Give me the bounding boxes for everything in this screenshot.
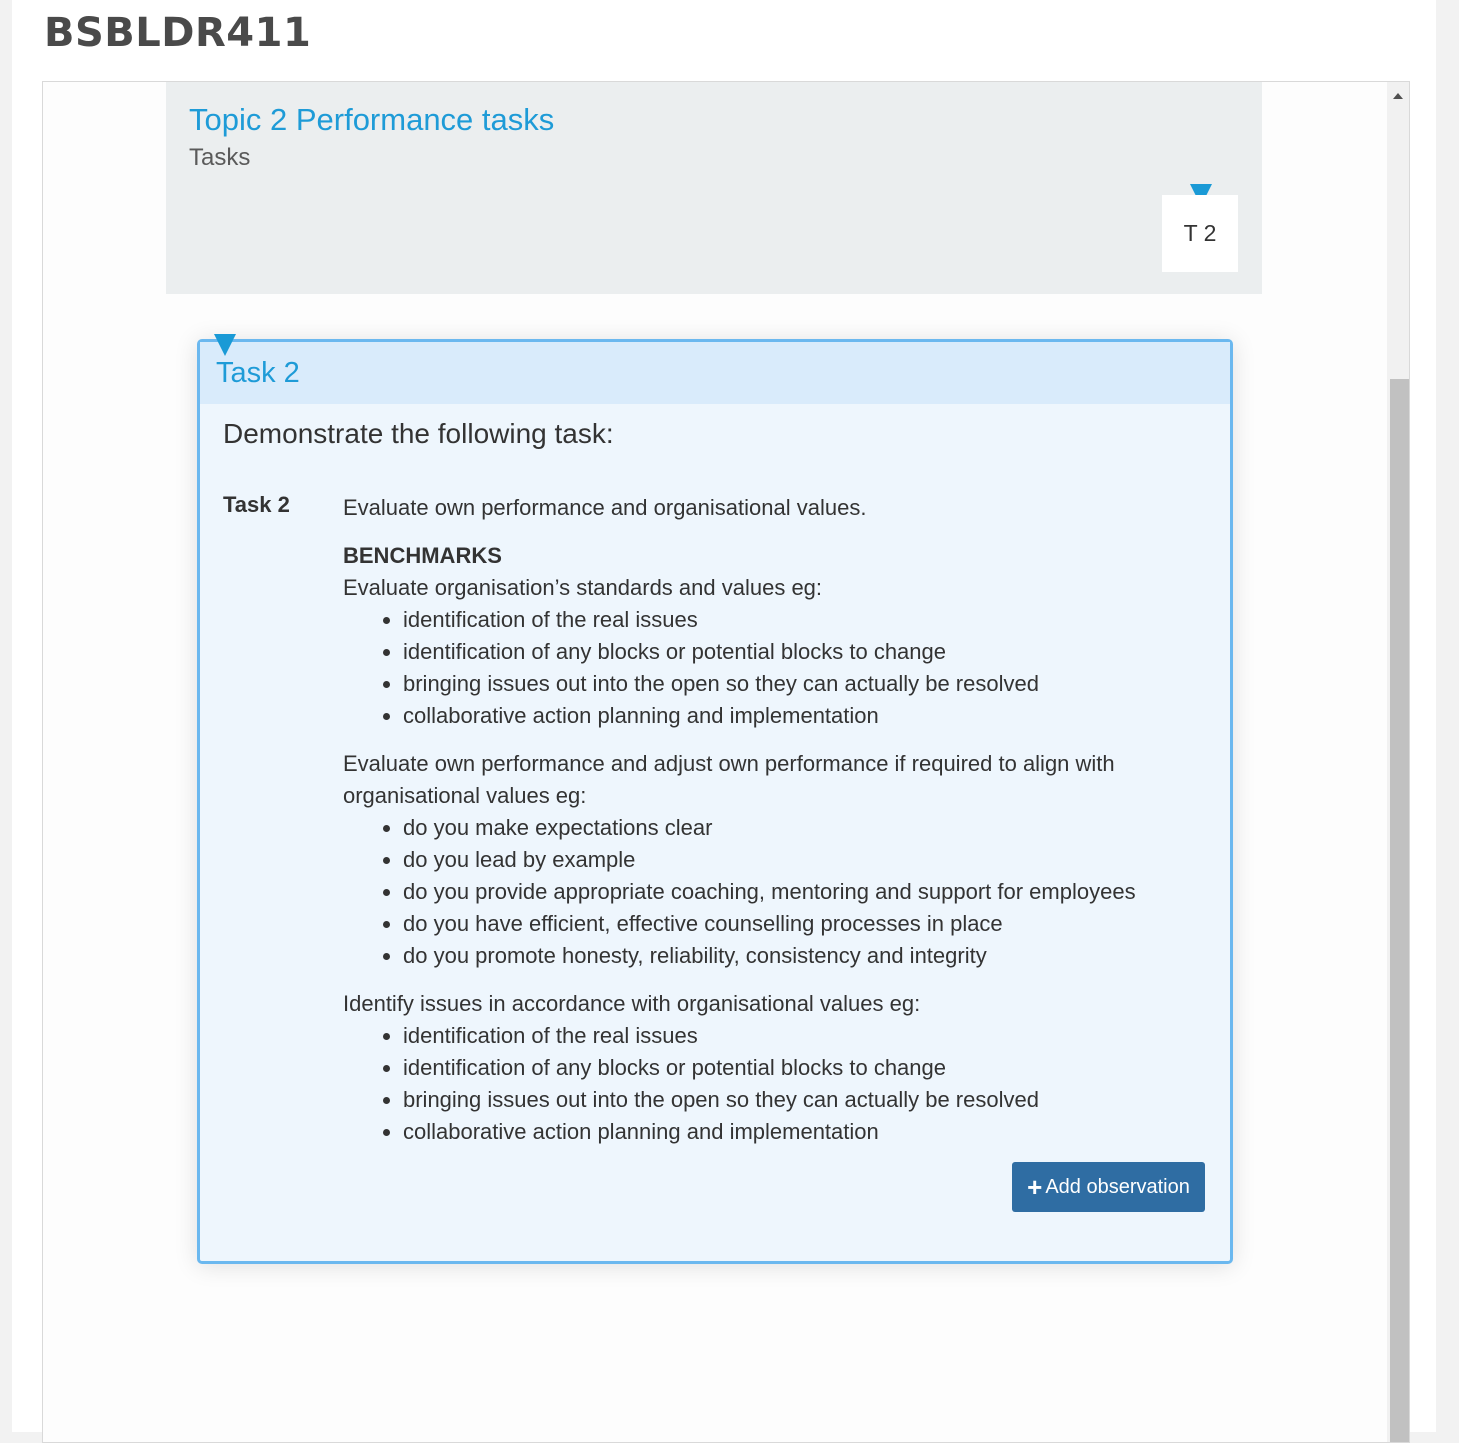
topic-header bbox=[166, 82, 1262, 294]
section-intro: Identify issues in accordance with organisational values eg: bbox=[343, 991, 921, 1016]
benchmark-list bbox=[343, 1020, 1193, 1148]
task-description: Evaluate own performance and organisational values. bbox=[343, 495, 867, 520]
list-item: • do you lead by example bbox=[403, 844, 1193, 876]
scroll-up-arrow-icon[interactable] bbox=[1387, 82, 1409, 110]
plus-icon: + bbox=[1027, 1172, 1043, 1202]
content-viewer bbox=[42, 81, 1410, 1443]
section-intro: Evaluate own performance and adjust own performance if required to align with organisational values eg: bbox=[343, 751, 1115, 808]
unit-code-title: BSBLDR411 bbox=[44, 10, 312, 56]
task-body bbox=[343, 492, 1193, 1164]
list-item: • bringing issues out into the open so they can actually be resolved bbox=[403, 668, 1193, 700]
section-intro: Evaluate organisation’s standards and values eg: bbox=[343, 575, 823, 600]
task-card-header bbox=[200, 342, 1230, 404]
benchmarks-title: BENCHMARKS bbox=[343, 543, 502, 568]
topic-subtitle: Tasks bbox=[189, 144, 251, 171]
scrollbar-thumb[interactable] bbox=[1390, 379, 1409, 1443]
list-item: • collaborative action planning and implementation bbox=[403, 1116, 1193, 1148]
vertical-scrollbar[interactable] bbox=[1387, 82, 1409, 1442]
list-item: • do you make expectations clear bbox=[403, 812, 1193, 844]
task-label: Task 2 bbox=[223, 492, 290, 517]
add-observation-label: Add observation bbox=[1045, 1175, 1190, 1198]
task-card-title: Task 2 bbox=[216, 357, 300, 389]
benchmark-list bbox=[343, 604, 1193, 732]
benchmark-list bbox=[343, 812, 1193, 972]
task-marker-icon bbox=[214, 334, 236, 356]
list-item: • bringing issues out into the open so they can actually be resolved bbox=[403, 1084, 1193, 1116]
list-item: • do you provide appropriate coaching, mentoring and support for employees bbox=[403, 876, 1193, 908]
topic-task-badge[interactable]: T 2 bbox=[1162, 195, 1238, 272]
list-item: • identification of the real issues bbox=[403, 604, 1193, 636]
task-card bbox=[197, 339, 1233, 1264]
list-item: • identification of any blocks or potential blocks to change bbox=[403, 636, 1193, 668]
list-item: • do you promote honesty, reliability, consistency and integrity bbox=[403, 940, 1193, 972]
topic-title[interactable]: Topic 2 Performance tasks bbox=[189, 102, 555, 137]
list-item: • collaborative action planning and implementation bbox=[403, 700, 1193, 732]
add-observation-button[interactable] bbox=[1012, 1162, 1205, 1212]
page bbox=[12, 0, 1436, 1432]
task-instruction: Demonstrate the following task: bbox=[223, 418, 614, 449]
list-item: • identification of any blocks or potential blocks to change bbox=[403, 1052, 1193, 1084]
list-item: • identification of the real issues bbox=[403, 1020, 1193, 1052]
list-item: • do you have efficient, effective counselling processes in place bbox=[403, 908, 1193, 940]
